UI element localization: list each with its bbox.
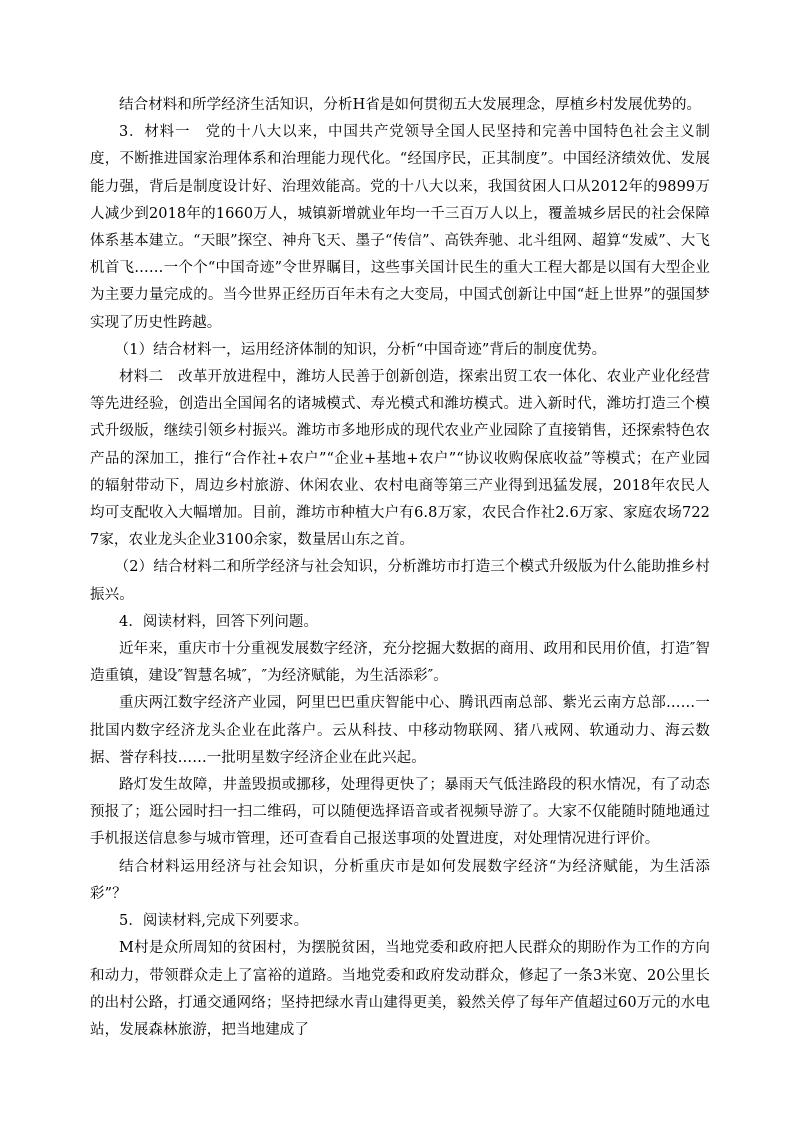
document-page xyxy=(90,92,710,1044)
paragraph-question-5-material: M村是众所周知的贫困村，为摆脱贫困，当地党委和政府把人民群众的期盼作为工作的方向和动力，带领群众走上了富裕的道路。当地党委和政府发动群众，修起了一条3米宽、20公里长的出村公路，打通交通网络；坚持把绿水青山建得更美，毅然关停了每年产值超过60万元的水电站，发展森林旅游，把当地建成了 xyxy=(90,940,710,1038)
paragraph-question-4-material-2: 重庆两江数字经济产业园，阿里巴巴重庆智能中心、腾讯西南总部、紫光云南方总部……一批国内数字经济龙头企业在此落户。云从科技、中移动物联网、猪八戒网、软通动力、海云数据、誉存科技……一批明星数字经济企业在此兴起。 xyxy=(90,695,710,766)
paragraph-question-3-sub-1: （1）结合材料一，运用经济体制的知识，分析“中国奇迹”背后的制度优势。 xyxy=(114,341,607,358)
paragraph-question-3-sub-2: （2）结合材料二和所学经济与社会知识，分析潍坊市打造三个模式升级版为什么能助推乡村振兴。 xyxy=(90,559,710,603)
paragraph-question-4-material-1: 近年来，重庆市十分重视发展数字经济，充分挖掘大数据的商用、政用和民用价值，打造″智造重镇，建设″智慧名城″，″为经济赋能，为生活添彩″。 xyxy=(90,641,710,685)
paragraph-question-2-prompt: 结合材料和所学经济生活知识，分析H省是如何贯彻五大发展理念，厚植乡村发展优势的。 xyxy=(119,97,702,113)
paragraph-question-5-heading: 5．阅读材料,完成下列要求。 xyxy=(119,913,309,930)
paragraph-question-3-material-2: 材料二 改革开放进程中，潍坊人民善于创新创造，探索出贸工农一体化、农业产业化经营等先进经验，创造出全国闻名的诸城模式、寿光模式和潍坊模式。进入新时代，潍坊打造三个模式升级版，继续引领乡村振兴。潍坊市多地形成的现代农业产业园除了直接销售，还探索特色农产品的深加工，推行“合作社+农户”“企业+基地+农户”“协议收购保底收益”等模式；在产业园的辐射带动下，周边乡村旅游、休闲农业、农村电商等第三产业得到迅猛发展，2018年农民人均可支配收入大幅增加。目前，潍坊市种植大户有6.8万家，农民合作社2.6万家、家庭农场7227家，农业龙头企业3100余家，数量居山东之首。 xyxy=(90,369,710,549)
paragraph-question-4-material-3: 路灯发生故障，井盖毁损或挪移，处理得更快了；暴雨天气低洼路段的积水情况，有了动态预报了；逛公园时扫一扫二维码，可以随便选择语音或者视频导游了。大家不仅能随时随地通过手机报送信息参与城市管理，还可查看自己报送事项的处置进度，对处理情况进行评价。 xyxy=(90,777,710,848)
paragraph-question-4-prompt: 结合材料运用经济与社会知识，分析重庆市是如何发展数字经济“为经济赋能，为生活添彩”？ xyxy=(90,858,710,902)
paragraph-question-3-material-1: 3．材料一 党的十八大以来，中国共产党领导全国人民坚持和完善中国特色社会主义制度，不断推进国家治理体系和治理能力现代化。“经国序民，正其制度”。中国经济绩效优、发展能力强，背后是制度设计好、治理效能高。党的十八大以来，我国贫困人口从2012年的9899万人减少到2018年的1660万人，城镇新增就业年均一千三百万人以上，覆盖城乡居民的社会保障体系基本建立。“天眼”探空、神舟飞天、墨子“传信”、高铁奔驰、北斗组网、超算“发威”、大飞机首飞……一个个“中国奇迹”令世界瞩目，这些事关国计民生的重大工程大都是以国有大型企业为主要力量完成的。当今世界正经历百年未有之大变局，中国式创新让中国“赶上世界”的强国梦实现了历史性跨越。 xyxy=(90,124,710,331)
paragraph-question-4-heading: 4．阅读材料，回答下列问题。 xyxy=(119,613,319,630)
